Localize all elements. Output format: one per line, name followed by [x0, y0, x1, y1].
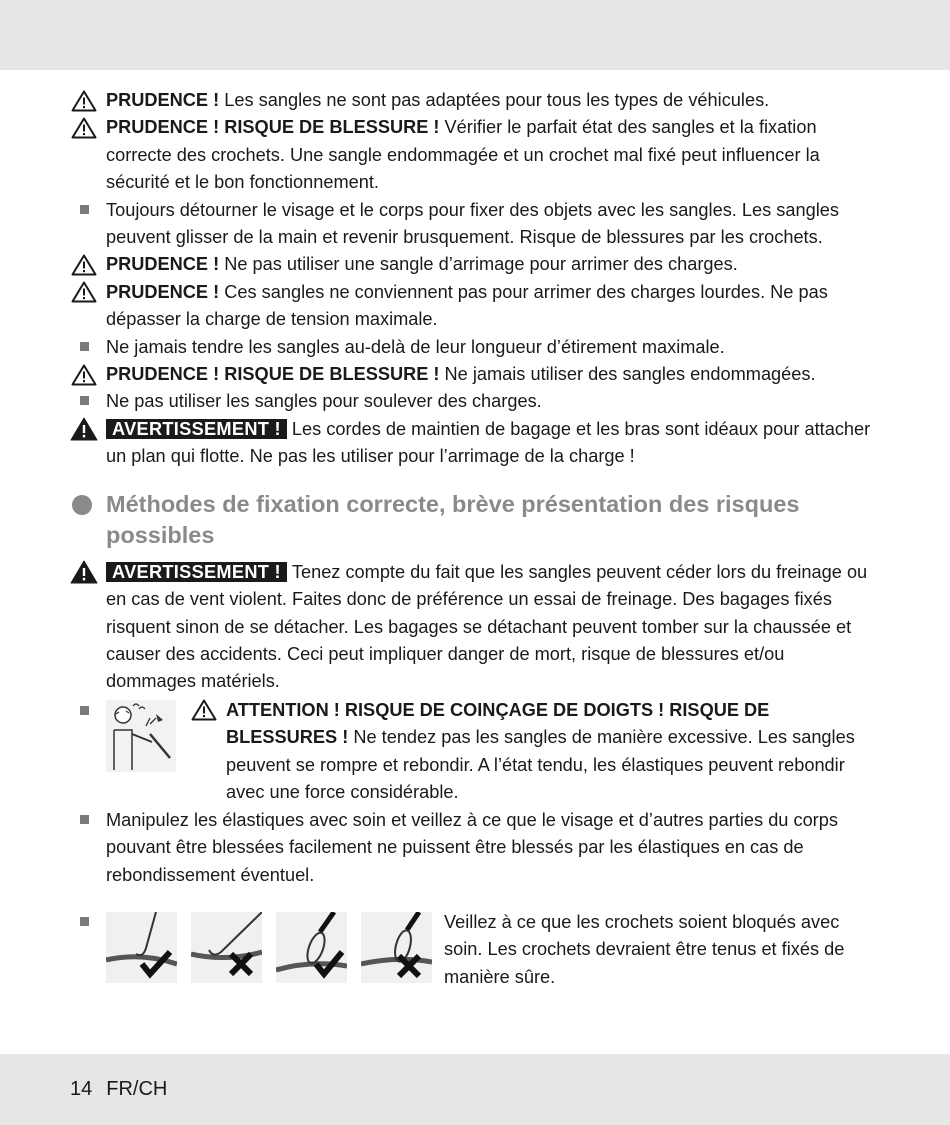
caution-text: Ne tendez pas les sangles de manière excessive. Les sangles peuvent se rompre et rebondir. A l’état tendu, les élastiques peuvent rebondir avec une force considérable. — [226, 727, 855, 802]
pinch-text-block — [190, 697, 876, 807]
square-bullet-icon — [70, 909, 98, 936]
hook-correct-illustration — [106, 912, 177, 983]
hook-incorrect-illustration — [191, 912, 262, 983]
caution-lead: PRUDENCE ! RISQUE DE BLESSURE ! — [106, 364, 440, 385]
page-locale: FR/CH — [106, 1078, 168, 1100]
bullet-item — [70, 807, 876, 889]
bullet-item — [70, 197, 876, 252]
page-number: 14 — [70, 1078, 93, 1100]
header-band — [0, 0, 950, 70]
caution-item — [70, 251, 876, 278]
caution-text: Ces sangles ne conviennent pas pour arrimer des charges lourdes. Ne pas dépasser la charge de tension maximale. — [106, 281, 828, 330]
warning-triangle-outline-icon — [70, 279, 98, 306]
bullet-text: Ne pas utiliser les sangles pour soulever des charges. — [106, 391, 542, 412]
warning-item — [70, 416, 876, 471]
caution-item — [70, 87, 876, 114]
pinch-warning-item — [70, 697, 876, 807]
hooks-text: Veillez à ce que les crochets soient bloqués avec soin. Les crochets devraient être tenus et fixés de manière sûre. — [444, 911, 845, 987]
caution-lead: PRUDENCE ! — [106, 90, 220, 110]
circle-bullet-icon — [72, 495, 92, 515]
square-bullet-icon — [70, 388, 98, 415]
square-bullet-icon — [70, 197, 98, 224]
caution-lead: ATTENTION ! RISQUE DE COINÇAGE DE DOIGTS ! RISQUE DE BLESSURES ! — [226, 699, 770, 748]
page-content — [70, 87, 876, 991]
caution-text: Ne pas utiliser une sangle d’arrimage pour arrimer des charges. — [224, 254, 738, 275]
warning-triangle-outline-icon — [70, 87, 98, 114]
caution-lead: PRUDENCE ! RISQUE DE BLESSURE ! — [106, 117, 440, 138]
bullet-item — [70, 388, 876, 415]
warning-triangle-outline-icon — [70, 114, 98, 141]
section-heading-text: Méthodes de fixation correcte, brève présentation des risques possibles — [106, 490, 800, 548]
hooks-item — [70, 909, 876, 991]
caution-text: Ne jamais utiliser des sangles endommagées. — [444, 364, 816, 385]
square-bullet-icon — [70, 697, 98, 724]
bullet-text: Toujours détourner le visage et le corps pour fixer des objets avec les sangles. Les sangles peuvent glisser de la main et revenir brusquement. Risque de blessures par les crochets. — [106, 199, 839, 248]
caution-lead: PRUDENCE ! — [106, 254, 220, 275]
carabiner-incorrect-illustration — [361, 912, 432, 983]
square-bullet-icon — [70, 334, 98, 361]
warning-label: AVERTISSEMENT ! — [106, 562, 287, 582]
caution-item — [70, 361, 876, 388]
bullet-text: Ne jamais tendre les sangles au-delà de leur longueur d’étirement maximale. — [106, 336, 725, 357]
carabiner-correct-illustration — [276, 912, 347, 983]
section-heading — [70, 489, 876, 551]
caution-item — [70, 114, 876, 196]
warning-triangle-outline-icon — [70, 251, 98, 278]
square-bullet-icon — [70, 807, 98, 834]
caution-lead: PRUDENCE ! — [106, 281, 220, 302]
warning-triangle-outline-icon — [70, 361, 98, 388]
hook-illustrations — [106, 912, 432, 983]
warning-item — [70, 559, 876, 696]
warning-triangle-filled-icon — [70, 416, 98, 443]
caution-text: Les sangles ne sont pas adaptées pour tous les types de véhicules. — [224, 90, 770, 110]
warning-text: Les cordes de maintien de bagage et les bras sont idéaux pour attacher un plan qui flotte. Ne pas les utiliser pour l’arrimage de la charge ! — [106, 418, 871, 467]
warning-label: AVERTISSEMENT ! — [106, 419, 287, 439]
bullet-item — [70, 334, 876, 361]
page-footer — [70, 1078, 167, 1101]
warning-triangle-filled-icon — [70, 559, 98, 586]
caution-text: Vérifier le parfait état des sangles et la fixation correcte des crochets. Une sangle endommagée et un crochet mal fixé peut influencer la sécurité et le bon fonctionnement. — [106, 117, 820, 193]
bullet-text: Manipulez les élastiques avec soin et veillez à ce que le visage et d’autres parties du corps pouvant être blessées facilement ne puissent être blessés par les élastiques en cas de rebondissement éventuel. — [106, 809, 838, 885]
caution-item — [70, 279, 876, 334]
warning-triangle-outline-icon — [190, 697, 218, 724]
pinch-hazard-illustration — [106, 700, 176, 772]
warning-text: Tenez compte du fait que les sangles peuvent céder lors du freinage ou en cas de vent violent. Faites donc de préférence un essai de freinage. Des bagages fixés risquent sinon de se détacher. Les bagages se détachant peuvent tomber sur la chaussée et causer des accidents. Ceci peut impliquer danger de mort, risque de blessures et/ou dommages matériels. — [106, 561, 868, 692]
